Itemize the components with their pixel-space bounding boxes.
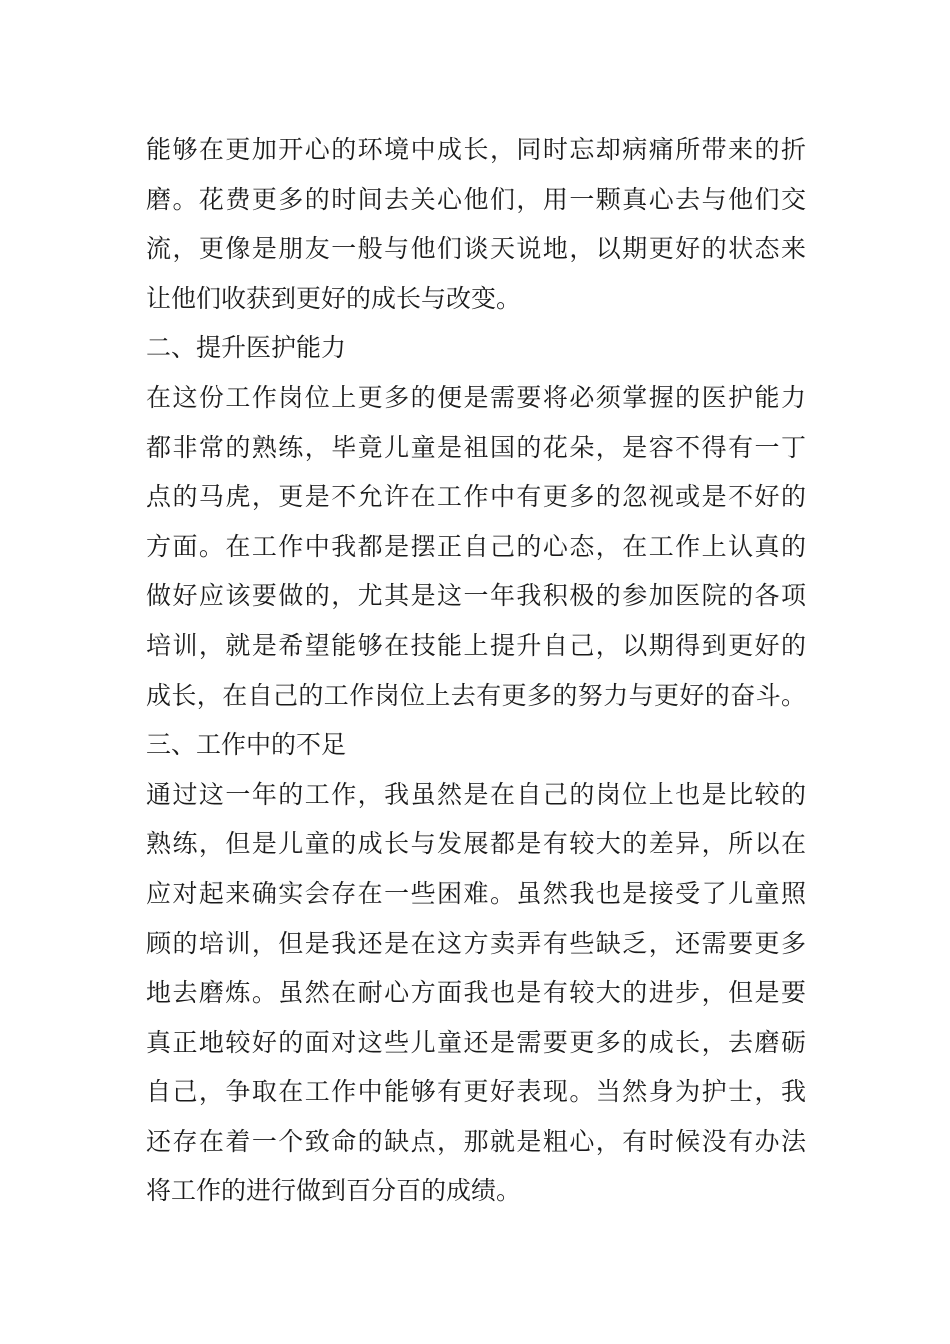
paragraph-line: 应对起来确实会存在一些困难。虽然我也是接受了儿童照 [146, 878, 806, 908]
paragraph-line: 做好应该要做的，尤其是这一年我积极的参加医院的各项 [146, 581, 806, 611]
paragraph-line: 熟练，但是儿童的成长与发展都是有较大的差异，所以在 [146, 829, 806, 859]
paragraph-line: 真正地较好的面对这些儿童还是需要更多的成长，去磨砺 [146, 1027, 806, 1057]
document-page [146, 125, 806, 1216]
paragraph-line: 地去磨炼。虽然在耐心方面我也是有较大的进步，但是要 [146, 978, 806, 1008]
section-heading: 三、工作中的不足 [146, 730, 347, 760]
paragraph-line: 磨。花费更多的时间去关心他们，用一颗真心去与他们交 [146, 184, 806, 214]
paragraph-line: 顾的培训，但是我还是在这方卖弄有些缺乏，还需要更多 [146, 928, 806, 958]
paragraph-line: 方面。在工作中我都是摆正自己的心态，在工作上认真的 [146, 531, 806, 561]
paragraph-line: 还存在着一个致命的缺点，那就是粗心，有时候没有办法 [146, 1126, 806, 1156]
section-heading: 二、提升医护能力 [146, 333, 347, 363]
paragraph-line: 通过这一年的工作，我虽然是在自己的岗位上也是比较的 [146, 779, 806, 809]
paragraph-line: 点的马虎，更是不允许在工作中有更多的忽视或是不好的 [146, 482, 806, 512]
paragraph-line: 都非常的熟练，毕竟儿童是祖国的花朵，是容不得有一丁 [146, 432, 806, 462]
paragraph-line: 将工作的进行做到百分百的成绩。 [146, 1176, 522, 1206]
paragraph-line: 流，更像是朋友一般与他们谈天说地，以期更好的状态来 [146, 234, 806, 264]
paragraph-line: 培训，就是希望能够在技能上提升自己，以期得到更好的 [146, 630, 806, 660]
paragraph-line: 让他们收获到更好的成长与改变。 [146, 283, 522, 313]
paragraph-line: 在这份工作岗位上更多的便是需要将必须掌握的医护能力 [146, 382, 806, 412]
paragraph-line: 能够在更加开心的环境中成长，同时忘却病痛所带来的折 [146, 135, 806, 164]
paragraph-line: 成长，在自己的工作岗位上去有更多的努力与更好的奋斗。 [146, 680, 806, 710]
paragraph-line: 自己，争取在工作中能够有更好表现。当然身为护士，我 [146, 1077, 806, 1107]
